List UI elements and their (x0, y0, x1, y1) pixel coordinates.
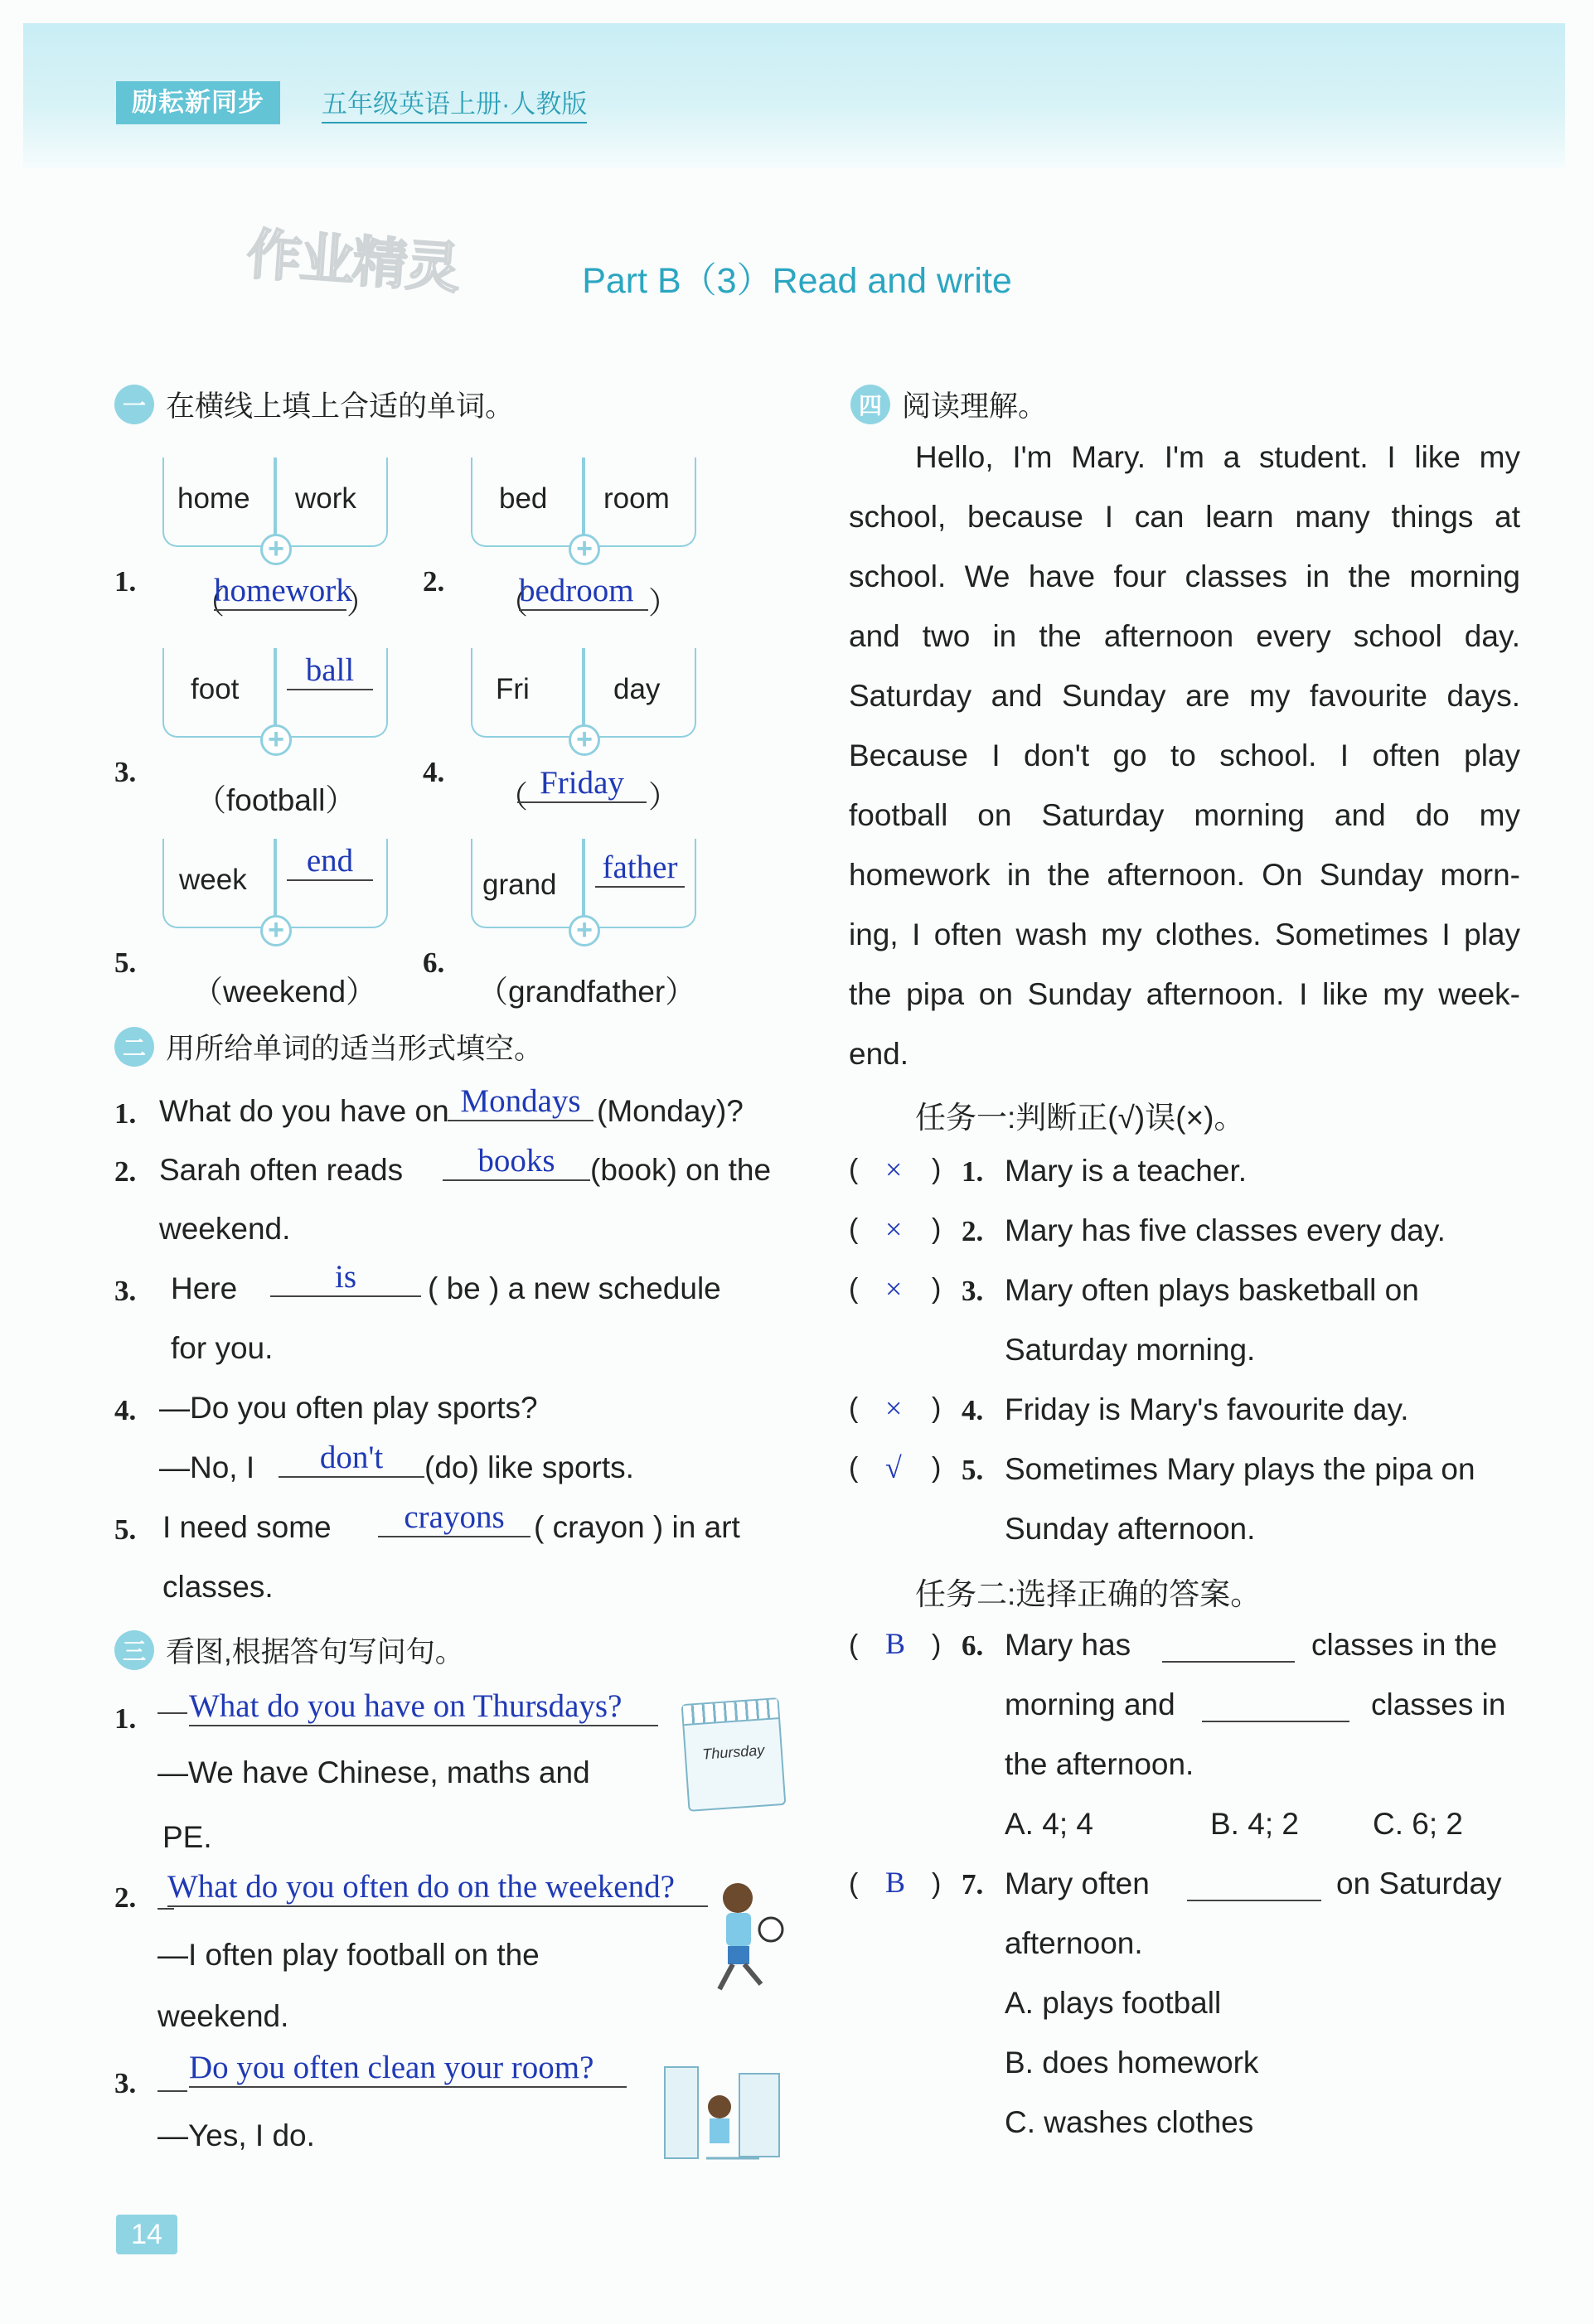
passage-line: Hello, I'm Mary. I'm a student. I like my (915, 440, 1520, 474)
calendar-icon: Thursday (681, 1697, 787, 1812)
word-book-1 (162, 458, 388, 564)
passage-line: and two in the afternoon every school day. (849, 619, 1520, 653)
item-number: 4. (962, 1394, 984, 1426)
q3-text: Here (171, 1271, 238, 1305)
answer-mark: × (885, 1153, 903, 1186)
plus-icon: + (569, 915, 600, 947)
bracket-close: ) (932, 1629, 942, 1661)
q5-text: I need some (162, 1510, 332, 1544)
page-title: Part B（3）Read and write (582, 261, 1012, 301)
series-title: 五年级英语上册·人教版 (322, 83, 587, 123)
answer-mondays: Mondays (448, 1082, 594, 1121)
word-left: Fri (496, 673, 530, 705)
q7-text-b: on Saturday (1336, 1866, 1502, 1900)
brand-label: 励耘新同步 (116, 81, 280, 124)
answer-homework: homework (214, 572, 346, 611)
q6-text-d: classes in (1371, 1687, 1506, 1721)
answer-mark: √ (885, 1451, 902, 1484)
q2-hint: (book) on the (590, 1153, 772, 1187)
bracket-open: ( (849, 1868, 859, 1900)
answer-mark: B (885, 1866, 906, 1899)
word-book-2 (471, 458, 696, 564)
part3-heading: 三 看图,根据答句写问句。 (114, 1629, 464, 1671)
q6-text-e: the afternoon. (1005, 1747, 1194, 1781)
item-number: 5. (962, 1454, 984, 1486)
passage-line: homework in the afternoon. On Sunday morn- (849, 858, 1520, 892)
item-number: 2. (423, 565, 445, 598)
word-right: day (613, 673, 661, 705)
word-left: foot (191, 673, 240, 705)
q2-line2: weekend. (159, 1212, 291, 1246)
bracket-open: ( (849, 1392, 859, 1424)
q6-text-b: classes in the (1311, 1628, 1498, 1662)
bracket-close: ) (932, 1154, 942, 1185)
statement: Mary has five classes every day. (1005, 1213, 1446, 1247)
statement-cont: Sunday afternoon. (1005, 1512, 1256, 1546)
bracket-open: ( (849, 1273, 859, 1305)
passage-line: the pipa on Sunday afternoon. I like my week- (849, 977, 1520, 1011)
statement: Sometimes Mary plays the pipa on (1005, 1452, 1475, 1486)
answer-mark: × (885, 1213, 903, 1246)
item-number: 3. (114, 2067, 137, 2099)
item-number: 2. (114, 1881, 137, 1914)
answer-close: ） (648, 780, 679, 814)
page-number: 14 (116, 2215, 177, 2254)
q7-text-c: afternoon. (1005, 1926, 1143, 1960)
q5-hint: ( crayon ) in art (534, 1510, 740, 1544)
result-grandfather: （grandfather） (477, 975, 696, 1009)
passage-line: school. We have four classes in the morning (849, 559, 1520, 593)
q6-option-b: B. 4; 2 (1210, 1807, 1299, 1841)
answer-close: ） (648, 586, 679, 620)
section-badge: 四 (850, 385, 890, 424)
answer-q1: What do you have on Thursdays? (189, 1687, 658, 1726)
q6-option-c: C. 6; 2 (1373, 1807, 1463, 1841)
answer-mark: × (885, 1392, 903, 1425)
plus-icon: + (569, 724, 600, 756)
part1-heading: 一 在横线上填上合适的单词。 (114, 384, 514, 425)
q6-option-a: A. 4; 4 (1005, 1807, 1093, 1841)
item-number: 7. (962, 1868, 984, 1900)
q1-hint: (Monday)? (597, 1094, 744, 1128)
result-football: （football） (196, 783, 356, 817)
answer-crayons: crayons (378, 1498, 531, 1537)
answer-is: is (270, 1258, 421, 1297)
bracket-open: ( (849, 1452, 859, 1484)
reading-passage (849, 428, 1520, 1084)
plus-icon: + (260, 724, 292, 756)
word-book-4 (471, 648, 696, 755)
plus-icon: + (569, 534, 600, 565)
q6-text-a: Mary has (1005, 1628, 1131, 1662)
q4-line2: —No, I (159, 1450, 255, 1484)
statement: Friday is Mary's favourite day. (1005, 1392, 1409, 1426)
section-badge: 一 (114, 385, 154, 424)
section-badge: 二 (114, 1027, 154, 1067)
item-number: 5. (114, 1513, 137, 1546)
word-left: bed (499, 482, 548, 515)
answer-mark: B (885, 1627, 906, 1660)
plus-icon: + (260, 534, 292, 565)
q4-hint: (do) like sports. (424, 1450, 634, 1484)
statement: Mary is a teacher. (1005, 1154, 1248, 1188)
answer-bedroom: bedroom (519, 572, 648, 611)
word-book-6 (471, 839, 696, 946)
item-number: 2. (962, 1215, 984, 1247)
q7-option-b: B. does homework (1005, 2046, 1259, 2079)
bracket-open: ( (849, 1154, 859, 1185)
word-right: work (295, 482, 356, 515)
q7-option-c: C. washes clothes (1005, 2105, 1254, 2139)
item-number: 1. (114, 565, 137, 598)
answer-open: （ (497, 586, 528, 620)
passage-line: school, because I can learn many things at (849, 500, 1520, 534)
q2-text: Sarah often reads (159, 1153, 404, 1187)
bracket-close: ) (932, 1273, 942, 1305)
boy-football-icon (695, 1876, 786, 2001)
word-right: room (603, 482, 670, 515)
answer-close: ） (346, 586, 377, 620)
answer-books: books (443, 1142, 590, 1181)
item-number: 2. (114, 1155, 137, 1188)
plus-icon: + (260, 915, 292, 947)
passage-line: football on Saturday morning and do my (849, 798, 1520, 832)
statement-cont: Saturday morning. (1005, 1333, 1256, 1367)
bracket-close: ) (932, 1213, 942, 1245)
item-number: 1. (962, 1155, 984, 1188)
task2-label: 任务二:选择正确的答案。 (915, 1577, 1262, 1611)
answer-q2: What do you often do on the weekend? (167, 1868, 708, 1907)
word-left: week (179, 864, 247, 896)
q7-option-a: A. plays football (1005, 1986, 1222, 2020)
statement: Mary often plays basketball on (1005, 1273, 1419, 1307)
bracket-open: ( (849, 1213, 859, 1245)
dash (157, 1712, 187, 1714)
answer-q3: Do you often clean your room? (189, 2049, 627, 2088)
answer-end: end (287, 842, 373, 881)
answer-open: （ (194, 586, 225, 620)
q1-text: What do you have on (159, 1094, 449, 1128)
q6-text-c: morning and (1005, 1687, 1175, 1721)
result-weekend: （weekend） (192, 975, 377, 1009)
reply-3: —Yes, I do. (157, 2118, 315, 2152)
answer-dont: don't (279, 1439, 424, 1478)
bracket-open: ( (849, 1629, 859, 1661)
passage-line: Because I don't go to school. I often play (849, 738, 1520, 772)
item-number: 6. (423, 947, 445, 979)
q3-hint: ( be ) a new schedule (428, 1271, 721, 1305)
passage-line: ing, I often wash my clothes. Sometimes I play (849, 917, 1520, 951)
part2-heading: 二 用所给单词的适当形式填空。 (114, 1026, 543, 1068)
room-cleaning-icon (660, 2059, 784, 2163)
word-left: grand (482, 869, 557, 901)
item-number: 3. (114, 756, 137, 788)
item-number: 6. (962, 1629, 984, 1662)
reply-1b: PE. (162, 1820, 212, 1854)
answer-friday: Friday (517, 764, 647, 803)
dash (157, 1908, 174, 1910)
reply-2: —I often play football on the (157, 1938, 540, 1972)
watermark-logo: 作业精灵 (245, 223, 461, 299)
q4-line1: —Do you often play sports? (159, 1391, 538, 1425)
item-number: 4. (114, 1394, 137, 1426)
section-badge: 三 (114, 1630, 154, 1670)
bracket-close: ) (932, 1452, 942, 1484)
answer-father: father (595, 849, 685, 888)
word-left: home (177, 482, 250, 515)
task1-label: 任务一:判断正(√)误(×)。 (915, 1101, 1245, 1135)
blank (1202, 1694, 1349, 1722)
word-book-3 (162, 648, 388, 755)
q5-line2: classes. (162, 1570, 274, 1604)
reply-2b: weekend. (157, 1999, 289, 2033)
word-book-5 (162, 839, 388, 946)
bracket-close: ) (932, 1868, 942, 1900)
item-number: 1. (114, 1702, 137, 1735)
item-number: 4. (423, 756, 445, 788)
answer-ball: ball (287, 651, 373, 690)
answer-mark: × (885, 1272, 903, 1305)
dash (157, 2090, 187, 2092)
item-number: 3. (114, 1275, 137, 1307)
part4-heading: 四 阅读理解。 (850, 384, 1047, 425)
blank (1162, 1634, 1295, 1663)
q7-text-a: Mary often (1005, 1866, 1150, 1900)
q3-line2: for you. (171, 1331, 274, 1365)
passage-line: end. (849, 1037, 909, 1071)
item-number: 3. (962, 1275, 984, 1307)
answer-open: （ (497, 780, 528, 814)
bracket-close: ) (932, 1392, 942, 1424)
item-number: 5. (114, 947, 137, 979)
reply-1: —We have Chinese, maths and (157, 1755, 590, 1789)
item-number: 1. (114, 1097, 137, 1130)
passage-line: Saturday and Sunday are my favourite days. (849, 679, 1520, 713)
blank (1187, 1873, 1321, 1901)
